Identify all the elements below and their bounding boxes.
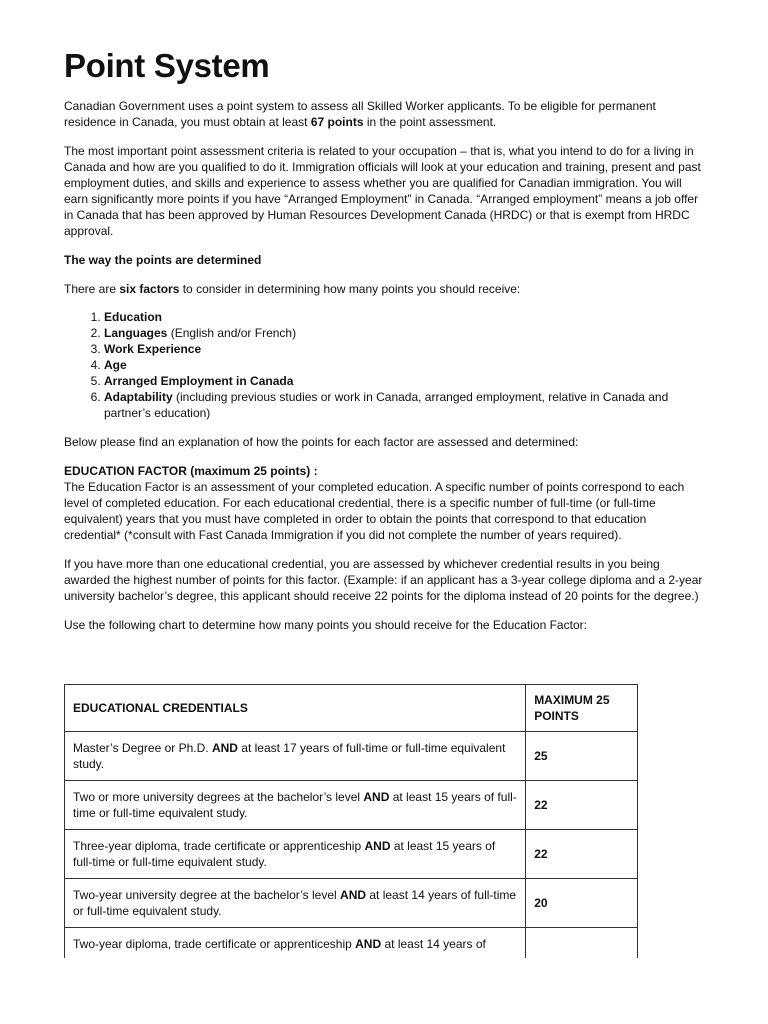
credential-cell xyxy=(65,781,526,830)
points-heading: The way the points are determined xyxy=(64,253,262,267)
factor-name: Age xyxy=(104,358,127,372)
chart-intro: Use the following chart to determine how many points you should receive for the Education Factor: xyxy=(64,618,587,632)
list-item xyxy=(104,341,704,357)
and-keyword: AND xyxy=(211,741,238,755)
six-factors-text-end: to consider in determining how many points you should receive: xyxy=(179,282,521,296)
credential-text-end: at least 14 years of full-time or full-time equivalent study. xyxy=(73,888,517,918)
points-cell: 22 xyxy=(526,781,638,830)
factors-list xyxy=(64,309,704,421)
document-page xyxy=(64,44,704,633)
header-points: MAXIMUM 25 POINTS xyxy=(526,685,638,732)
factor-name: Languages xyxy=(104,326,168,340)
credential-text: Two or more university degrees at the bachelor’s level xyxy=(73,790,364,804)
factor-name: Arranged Employment in Canada xyxy=(104,374,294,388)
page-cutoff xyxy=(0,958,768,1024)
list-item xyxy=(104,357,704,373)
header-credentials: EDUCATIONAL CREDENTIALS xyxy=(65,685,526,732)
credential-text-end: at least 17 years of full-time or full-time equivalent study. xyxy=(73,741,506,771)
credential-text: Master’s Degree or Ph.D. xyxy=(73,741,212,755)
list-item xyxy=(104,309,704,325)
list-item xyxy=(104,373,704,389)
credential-cell xyxy=(65,732,526,781)
credential-text-end: at least 14 years of xyxy=(381,937,486,951)
credential-cell xyxy=(65,879,526,928)
page-title: Point System xyxy=(64,47,270,84)
table-row xyxy=(65,879,638,928)
factor-name: Education xyxy=(104,310,163,324)
and-keyword: AND xyxy=(364,839,391,853)
six-factors-text: There are xyxy=(64,282,120,296)
intro-paragraph xyxy=(64,98,704,130)
table-header-row xyxy=(65,685,638,732)
table-row xyxy=(65,781,638,830)
credential-text: Two-year university degree at the bachelor’s level xyxy=(73,888,341,902)
factor-note: (including previous studies or work in Canada, arranged employment, relative in Canada and partner’s education) xyxy=(104,390,669,420)
factor-note: (English and/or French) xyxy=(167,326,297,340)
six-factors-paragraph xyxy=(64,281,704,297)
table-row xyxy=(65,830,638,879)
points-cell: 20 xyxy=(526,879,638,928)
credential-text: Two-year diploma, trade certificate or apprenticeship xyxy=(73,937,356,951)
multiple-credentials-paragraph: If you have more than one educational credential, you are assessed by whichever credential results in you being awarded the highest number of points for this factor. (Example: if an applicant has a 3-year college diploma and a 2-year university bachelor’s degree, this applicant should receive 22 points for the diploma instead of 20 points for the degree.) xyxy=(64,557,703,603)
credential-text-end: at least 15 years of full-time or full-time equivalent study. xyxy=(73,790,517,820)
points-cell: 25 xyxy=(526,732,638,781)
intro-text: Canadian Government uses a point system to assess all Skilled Worker applicants. To be eligible for permanent residence in Canada, you must obtain at least xyxy=(64,99,656,129)
below-paragraph: Below please find an explanation of how the points for each factor are assessed and determined: xyxy=(64,435,579,449)
list-item xyxy=(104,389,704,421)
intro-text-end: in the point assessment. xyxy=(363,115,497,129)
education-paragraph: The Education Factor is an assessment of your completed education. A specific number of points correspond to each level of completed education. For each educational credential, there is a specific number of full-time (or full-time equivalent) years that you must have completed in order to obtain the points that correspond to that education credential* (*consult with Fast Canada Immigration if you did not complete the number of years required). xyxy=(64,480,685,542)
six-factors-bold: six factors xyxy=(119,282,180,296)
and-keyword: AND xyxy=(363,790,390,804)
education-heading: EDUCATION FACTOR (maximum 25 points) : xyxy=(64,464,318,478)
and-keyword: AND xyxy=(340,888,367,902)
points-cell: 22 xyxy=(526,830,638,879)
credential-text-end: at least 15 years of full-time or full-time equivalent study. xyxy=(73,839,496,869)
factor-name: Work Experience xyxy=(104,342,202,356)
criteria-paragraph: The most important point assessment criteria is related to your occupation – that is, what you intend to do for a living in Canada and how are you qualified to do it. Immigration officials will look at your education and training, present and past employment duties, and skills and experience to assess whether you are qualified for Canadian immigration. You will earn significantly more points if you have “Arranged Employment” in Canada. “Arranged employment” means a job offer in Canada that has been approved by Human Resources Development Canada (HRDC) or that is exempt from HRDC approval. xyxy=(64,144,701,238)
and-keyword: AND xyxy=(355,937,382,951)
credential-cell xyxy=(65,830,526,879)
factor-name: Adaptability xyxy=(104,390,173,404)
credential-text: Three-year diploma, trade certificate or apprenticeship xyxy=(73,839,365,853)
table-row xyxy=(65,732,638,781)
education-points-table xyxy=(64,684,638,985)
list-item xyxy=(104,325,704,341)
intro-points: 67 points xyxy=(310,115,364,129)
